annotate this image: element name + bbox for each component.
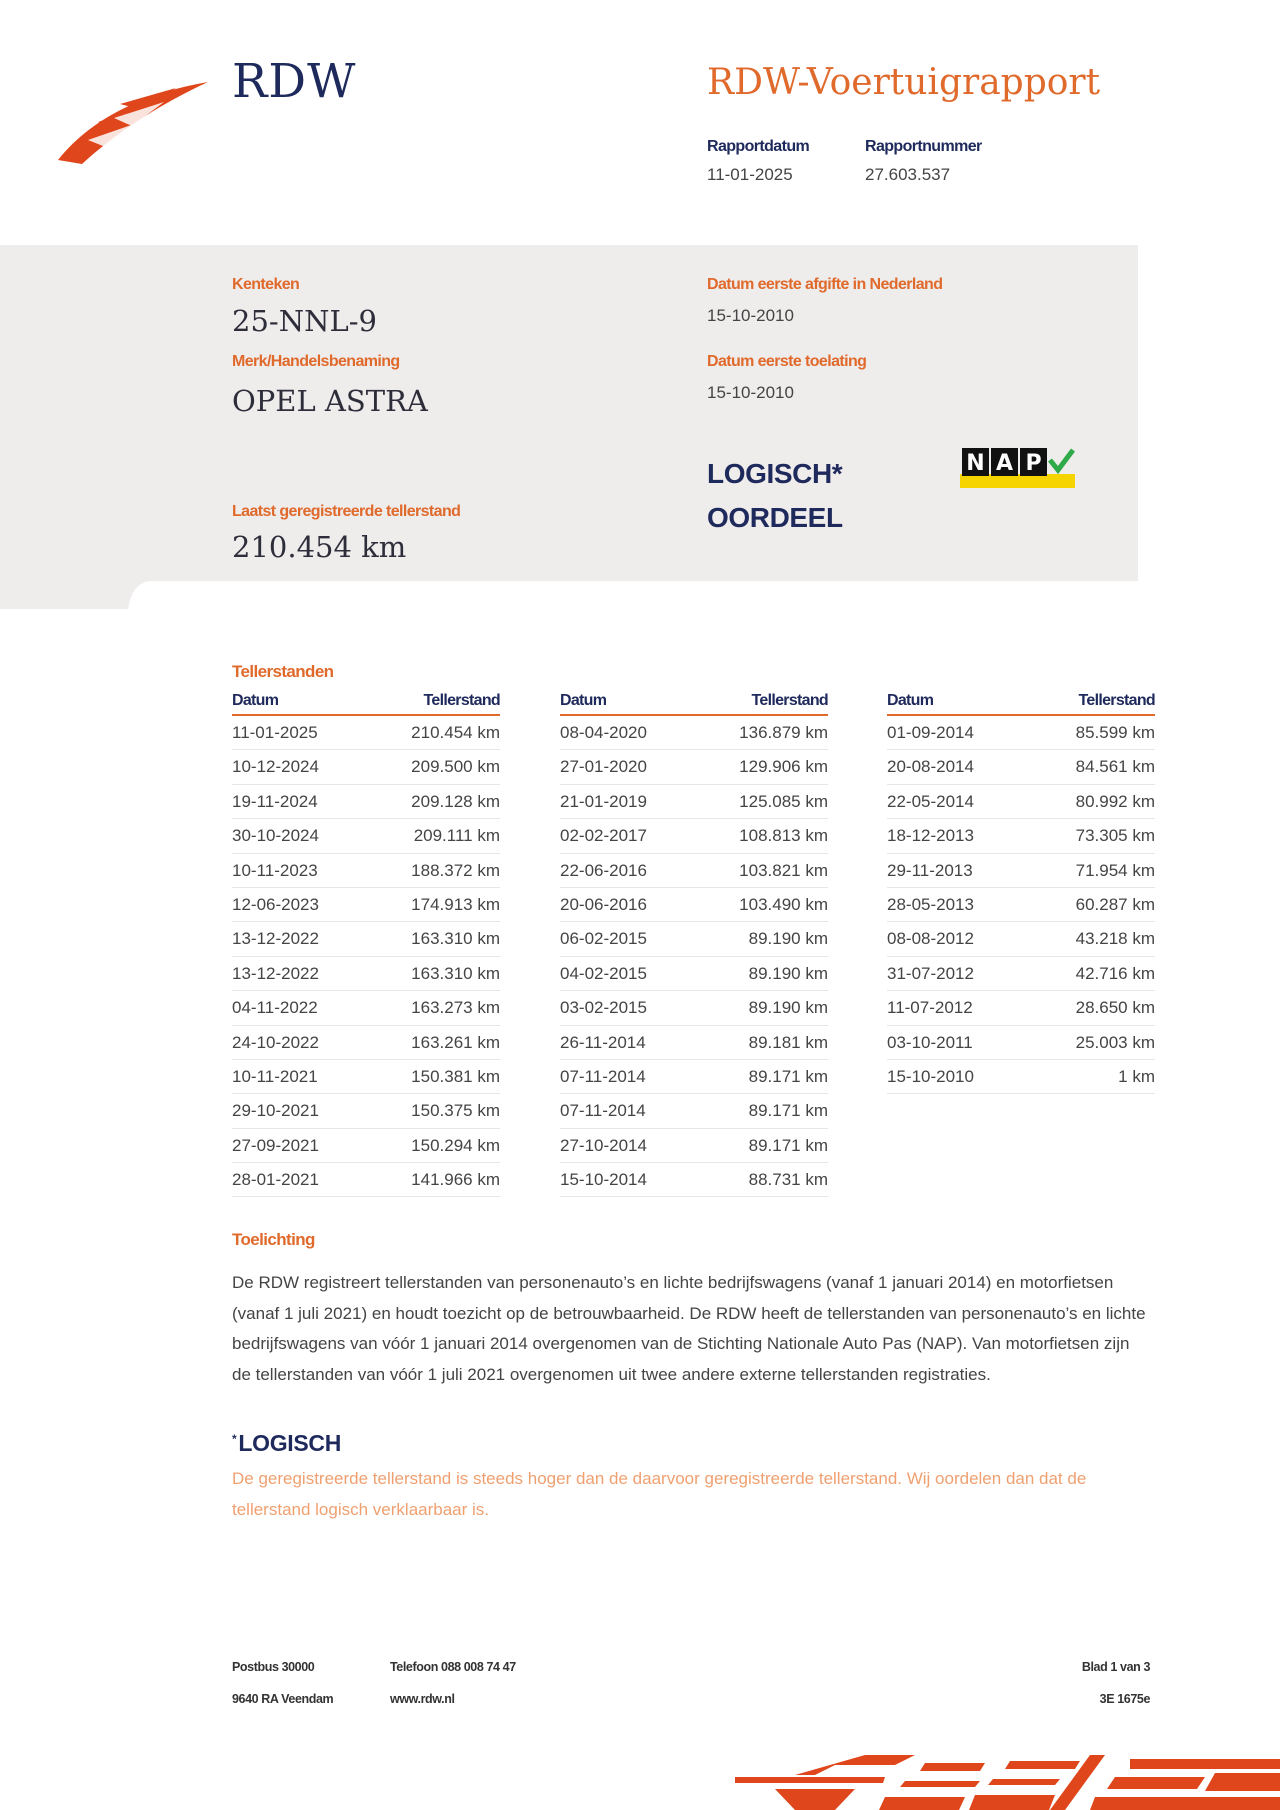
row-odometer: 1 km — [1118, 1066, 1155, 1086]
table-row — [887, 785, 1155, 819]
row-odometer: 103.490 km — [739, 894, 828, 914]
odometer-verdict — [707, 452, 843, 540]
row-date: 10-12-2024 — [232, 757, 319, 777]
row-odometer: 73.305 km — [1075, 826, 1155, 846]
odometer-table-2 — [560, 692, 828, 1197]
row-date: 21-01-2019 — [560, 791, 647, 811]
row-date: 29-10-2021 — [232, 1101, 319, 1121]
table-row — [232, 854, 500, 888]
kenteken-label: Kenteken — [232, 276, 300, 293]
last-odometer-label: Laatst geregistreerde tellerstand — [232, 503, 461, 520]
merk-label: Merk/Handelsbenaming — [232, 353, 400, 370]
logisch-footnote-title — [232, 1430, 341, 1457]
row-date: 15-10-2010 — [887, 1066, 974, 1086]
row-odometer: 209.128 km — [411, 791, 500, 811]
table-row — [887, 957, 1155, 991]
table-row — [232, 1026, 500, 1060]
row-date: 26-11-2014 — [560, 1032, 646, 1052]
odometer-section-title: Tellerstanden — [232, 662, 334, 681]
table-row — [560, 957, 828, 991]
first-issue-date-value: 15-10-2010 — [707, 306, 794, 325]
row-odometer: 89.171 km — [748, 1135, 828, 1155]
row-odometer: 88.731 km — [748, 1170, 828, 1190]
row-odometer: 125.085 km — [739, 791, 828, 811]
row-odometer: 188.372 km — [411, 860, 500, 880]
table-row — [560, 1026, 828, 1060]
verdict-line-2: OORDEEL — [707, 502, 843, 533]
report-date-label: Rapportdatum — [707, 138, 810, 155]
row-odometer: 42.716 km — [1075, 963, 1155, 983]
row-odometer: 25.003 km — [1075, 1032, 1155, 1052]
row-date: 20-06-2016 — [560, 894, 647, 914]
table-row — [560, 1060, 828, 1094]
column-header-date: Datum — [232, 692, 279, 709]
row-date: 07-11-2014 — [560, 1101, 646, 1121]
nap-letter-n: N — [966, 451, 985, 476]
row-odometer: 209.111 km — [413, 826, 500, 846]
footer-address: 9640 RA Veendam — [232, 1692, 334, 1706]
row-date: 22-06-2016 — [560, 860, 647, 880]
column-header-odometer: Tellerstand — [1078, 692, 1155, 709]
footer-stripes-decoration — [735, 1755, 1280, 1810]
table-row — [232, 819, 500, 853]
report-date-value: 11-01-2025 — [707, 165, 793, 184]
table-row — [560, 991, 828, 1025]
table-row — [560, 888, 828, 922]
row-date: 27-09-2021 — [232, 1135, 319, 1155]
column-header-date: Datum — [560, 692, 607, 709]
row-date: 10-11-2021 — [232, 1066, 318, 1086]
row-date: 08-08-2012 — [887, 929, 974, 949]
table-row — [560, 922, 828, 956]
merk-value: OPEL ASTRA — [232, 384, 428, 418]
row-date: 03-02-2015 — [560, 998, 647, 1018]
row-date: 12-06-2023 — [232, 894, 319, 914]
table-row — [887, 1060, 1155, 1094]
first-admission-date-value: 15-10-2010 — [707, 383, 794, 402]
row-odometer: 89.190 km — [748, 929, 828, 949]
row-odometer: 174.913 km — [411, 894, 500, 914]
row-odometer: 85.599 km — [1075, 723, 1155, 742]
row-date: 19-11-2024 — [232, 791, 318, 811]
footer-phone: Telefoon 088 008 74 47 — [390, 1660, 516, 1674]
column-header-date: Datum — [887, 692, 934, 709]
table-row — [560, 716, 828, 750]
row-odometer: 89.190 km — [748, 998, 828, 1018]
table-row — [232, 957, 500, 991]
row-odometer: 28.650 km — [1075, 998, 1155, 1018]
table-row — [560, 1129, 828, 1163]
table-row — [560, 1163, 828, 1197]
panel-notch-decoration — [0, 581, 150, 609]
row-date: 08-04-2020 — [560, 723, 647, 742]
explanation-title: Toelichting — [232, 1230, 315, 1249]
first-admission-date-label: Datum eerste toelating — [707, 353, 867, 370]
table-row — [232, 1060, 500, 1094]
first-issue-date-label: Datum eerste afgifte in Nederland — [707, 276, 943, 293]
vehicle-summary-panel — [0, 245, 1138, 581]
table-row — [232, 888, 500, 922]
row-date: 31-07-2012 — [887, 963, 974, 983]
table-row — [232, 1129, 500, 1163]
row-date: 28-05-2013 — [887, 894, 974, 914]
row-odometer: 71.954 km — [1075, 860, 1155, 880]
row-date: 29-11-2013 — [887, 860, 973, 880]
row-odometer: 108.813 km — [739, 826, 828, 846]
row-date: 06-02-2015 — [560, 929, 647, 949]
row-odometer: 163.310 km — [411, 963, 500, 983]
table-row — [232, 716, 500, 750]
row-odometer: 150.294 km — [411, 1135, 500, 1155]
row-date: 03-10-2011 — [887, 1032, 973, 1052]
report-number-value: 27.603.537 — [865, 165, 951, 184]
table-row — [887, 854, 1155, 888]
nap-letter-a: A — [995, 451, 1014, 476]
odometer-table-3 — [887, 692, 1155, 1094]
logisch-footnote-text: De geregistreerde tellerstand is steeds hoger dan de daarvoor geregistreerde tellerstand. Wij oordelen dan dat de tellerstand logisch verklaarbaar is. — [232, 1469, 1087, 1519]
row-date: 15-10-2014 — [560, 1170, 647, 1190]
footer-page-number: Blad 1 van 3 — [1081, 1660, 1150, 1674]
odometer-table-1 — [232, 692, 500, 1197]
row-odometer: 89.171 km — [748, 1066, 828, 1086]
row-odometer: 43.218 km — [1075, 929, 1155, 949]
row-odometer: 136.879 km — [739, 723, 828, 742]
row-odometer: 103.821 km — [739, 860, 828, 880]
row-date: 01-09-2014 — [887, 723, 974, 742]
row-date: 27-01-2020 — [560, 757, 647, 777]
table-row — [887, 716, 1155, 750]
footnote-title-text: LOGISCH — [238, 1430, 342, 1456]
table-row — [887, 922, 1155, 956]
row-odometer: 89.190 km — [748, 963, 828, 983]
row-odometer: 163.261 km — [411, 1032, 500, 1052]
row-odometer: 163.273 km — [411, 998, 500, 1018]
row-date: 07-11-2014 — [560, 1066, 646, 1086]
kenteken-value: 25-NNL-9 — [232, 304, 377, 338]
odometer-table-header — [232, 692, 500, 716]
explanation-text: De RDW registreert tellerstanden van personenauto’s en lichte bedrijfswagens (vanaf 1 januari 2014) en motorfietsen (vanaf 1 juli 2021) en houdt toezicht op de betrouwbaarheid. De RDW heeft de tellerstanden van personenauto’s en lichte bedrijfswagens van vóór 1 januari 2014 overgenomen van de Stichting Nationale Auto Pas (NAP). Van motorfietsen zijn de tellerstanden van vóór 1 juli 2021 overgenomen uit twee andere externe tellerstanden registraties. — [232, 1273, 1146, 1384]
row-date: 18-12-2013 — [887, 826, 974, 846]
row-date: 02-02-2017 — [560, 826, 647, 846]
rdw-logo-icon — [58, 82, 208, 164]
row-date: 22-05-2014 — [887, 791, 974, 811]
odometer-table-header — [887, 692, 1155, 716]
table-row — [232, 991, 500, 1025]
column-header-odometer: Tellerstand — [423, 692, 500, 709]
row-date: 27-10-2014 — [560, 1135, 647, 1155]
logo-text: RDW — [232, 54, 357, 109]
nap-badge-icon — [960, 446, 1075, 488]
odometer-table-header — [560, 692, 828, 716]
last-odometer-value: 210.454 km — [232, 530, 407, 564]
table-row — [887, 888, 1155, 922]
report-date-block — [707, 138, 809, 185]
row-odometer: 89.171 km — [748, 1101, 828, 1121]
footer-website[interactable]: www.rdw.nl — [390, 1692, 455, 1706]
row-date: 04-11-2022 — [232, 998, 318, 1018]
row-odometer: 141.966 km — [411, 1170, 500, 1190]
check-icon — [1050, 450, 1073, 470]
row-odometer: 210.454 km — [411, 723, 500, 742]
row-odometer: 150.381 km — [411, 1066, 500, 1086]
row-date: 24-10-2022 — [232, 1032, 319, 1052]
table-row — [560, 750, 828, 784]
row-date: 10-11-2023 — [232, 860, 318, 880]
table-row — [887, 750, 1155, 784]
row-odometer: 80.992 km — [1075, 791, 1155, 811]
row-date: 20-08-2014 — [887, 757, 974, 777]
table-row — [887, 819, 1155, 853]
footer-postbus: Postbus 30000 — [232, 1660, 315, 1674]
row-date: 30-10-2024 — [232, 826, 319, 846]
row-date: 11-01-2025 — [232, 723, 318, 742]
row-date: 11-07-2012 — [887, 998, 973, 1018]
report-number-label: Rapportnummer — [865, 138, 982, 155]
nap-letter-p: P — [1025, 451, 1042, 476]
table-row — [232, 1163, 500, 1197]
row-date: 13-12-2022 — [232, 929, 319, 949]
table-row — [232, 785, 500, 819]
table-row — [232, 750, 500, 784]
table-row — [887, 991, 1155, 1025]
footnote-star: * — [232, 1432, 237, 1446]
report-number-block — [865, 138, 982, 185]
report-title: RDW-Voertuigrapport — [707, 62, 1101, 103]
row-odometer: 150.375 km — [411, 1101, 500, 1121]
column-header-odometer: Tellerstand — [751, 692, 828, 709]
footer-doc-code: 3E 1675e — [1099, 1692, 1150, 1706]
row-odometer: 209.500 km — [411, 757, 500, 777]
table-row — [560, 819, 828, 853]
verdict-line-1: LOGISCH* — [707, 458, 843, 489]
table-row — [560, 785, 828, 819]
table-row — [232, 922, 500, 956]
row-odometer: 84.561 km — [1075, 757, 1155, 777]
table-row — [887, 1026, 1155, 1060]
table-row — [560, 854, 828, 888]
row-date: 13-12-2022 — [232, 963, 319, 983]
row-date: 28-01-2021 — [232, 1170, 319, 1190]
row-odometer: 163.310 km — [411, 929, 500, 949]
row-date: 04-02-2015 — [560, 963, 647, 983]
row-odometer: 129.906 km — [739, 757, 828, 777]
row-odometer: 60.287 km — [1075, 894, 1155, 914]
table-row — [560, 1094, 828, 1128]
row-odometer: 89.181 km — [748, 1032, 828, 1052]
table-row — [232, 1094, 500, 1128]
